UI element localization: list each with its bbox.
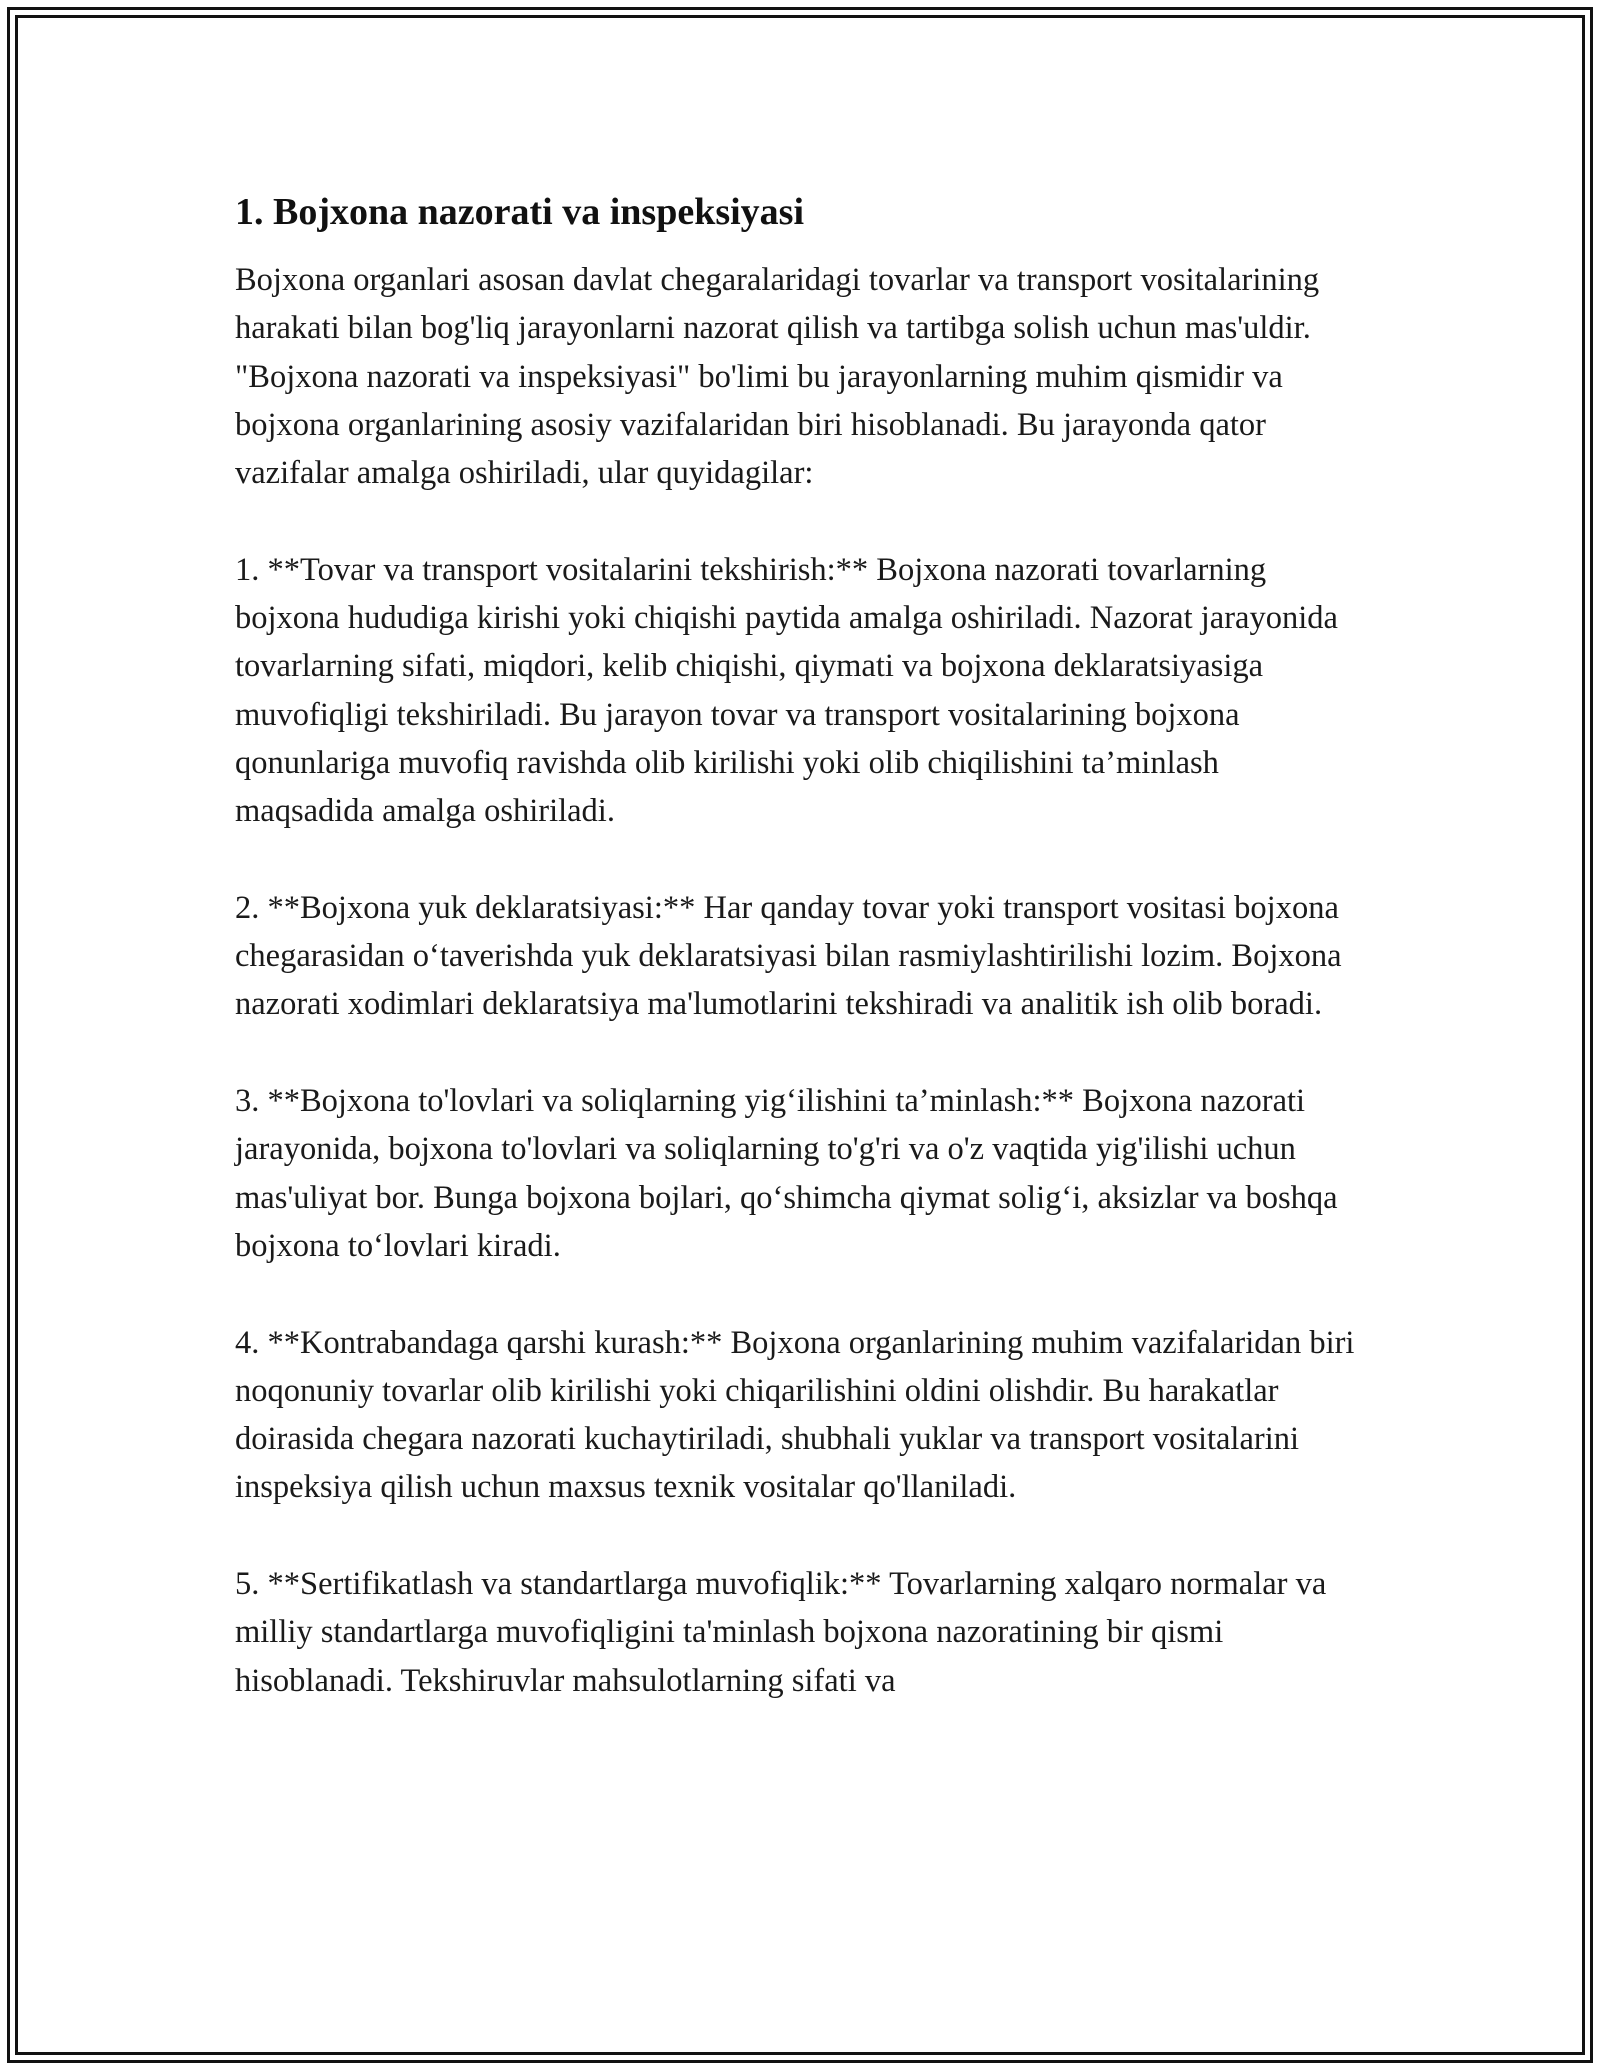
list-item-5-paragraph: 5. **Sertifikatlash va standartlarga muvofiqlik:** Tovarlarning xalqaro normalar va milliy standartlarga muvofiqligini ta'minlash bojxona nazoratining bir qismi hisoblanadi. Tekshiruvlar mahsulotlarning sifati va xyxy=(235,1566,1327,1699)
list-item-1-paragraph: 1. **Tovar va transport vositalarini tekshirish:** Bojxona nazorati tovarlarning bojxona hududiga kirishi yoki chiqishi paytida amalga oshiriladi. Nazorat jarayonida tovarlarning sifati, miqdori, kelib chiqishi, qiymati va bojxona deklaratsiyasiga muvofiqligi tekshiriladi. Bu jarayon tovar va transport vositalarining bojxona qonunlariga muvofiq ravishda olib kirilishi yoki olib chiqilishini ta’minlash maqsadida amalga oshiriladi. xyxy=(235,551,1338,830)
list-item-4-paragraph: 4. **Kontrabandaga qarshi kurash:** Bojxona organlarining muhim vazifalaridan biri noqonuniy tovarlar olib kirilishi yoki chiqarilishini oldini olishdir. Bu harakatlar doirasida chegara nazorati kuchaytiriladi, shubhali yuklar va transport vositalarini inspeksiya qilish uchun maxsus texnik vositalar qo'llaniladi. xyxy=(235,1324,1355,1506)
list-item-2-paragraph: 2. **Bojxona yuk deklaratsiyasi:** Har qanday tovar yoki transport vositasi bojxona chegarasidan o‘taverishda yuk deklaratsiyasi bilan rasmiylashtirilishi lozim. Bojxona nazorati xodimlari deklaratsiya ma'lumotlarini tekshiradi va analitik ish olib boradi. xyxy=(235,889,1342,1023)
intro-paragraph: Bojxona organlari asosan davlat chegaralaridagi tovarlar va transport vositalarining harakati bilan bog'liq jarayonlarni nazorat qilish va tartibga solish uchun mas'uldir. "Bojxona nazorati va inspeksiyasi" bo'limi bu jarayonlarning muhim qismidir va bojxona organlarining asosiy vazifalaridan biri hisoblanadi. Bu jarayonda qator vazifalar amalga oshiriladi, ular quyidagilar: xyxy=(235,262,1320,492)
section-heading: 1. Bojxona nazorati va inspeksiyasi xyxy=(235,191,805,233)
document-body xyxy=(235,188,1365,1753)
list-item-3-paragraph: 3. **Bojxona to'lovlari va soliqlarning yig‘ilishini ta’minlash:** Bojxona nazorati jarayonida, bojxona to'lovlari va soliqlarning to'g'ri va o'z vaqtida yig'ilishi uchun mas'uliyat bor. Bunga bojxona bojlari, qo‘shimcha qiymat solig‘i, aksizlar va boshqa bojxona to‘lovlari kiradi. xyxy=(235,1083,1338,1264)
